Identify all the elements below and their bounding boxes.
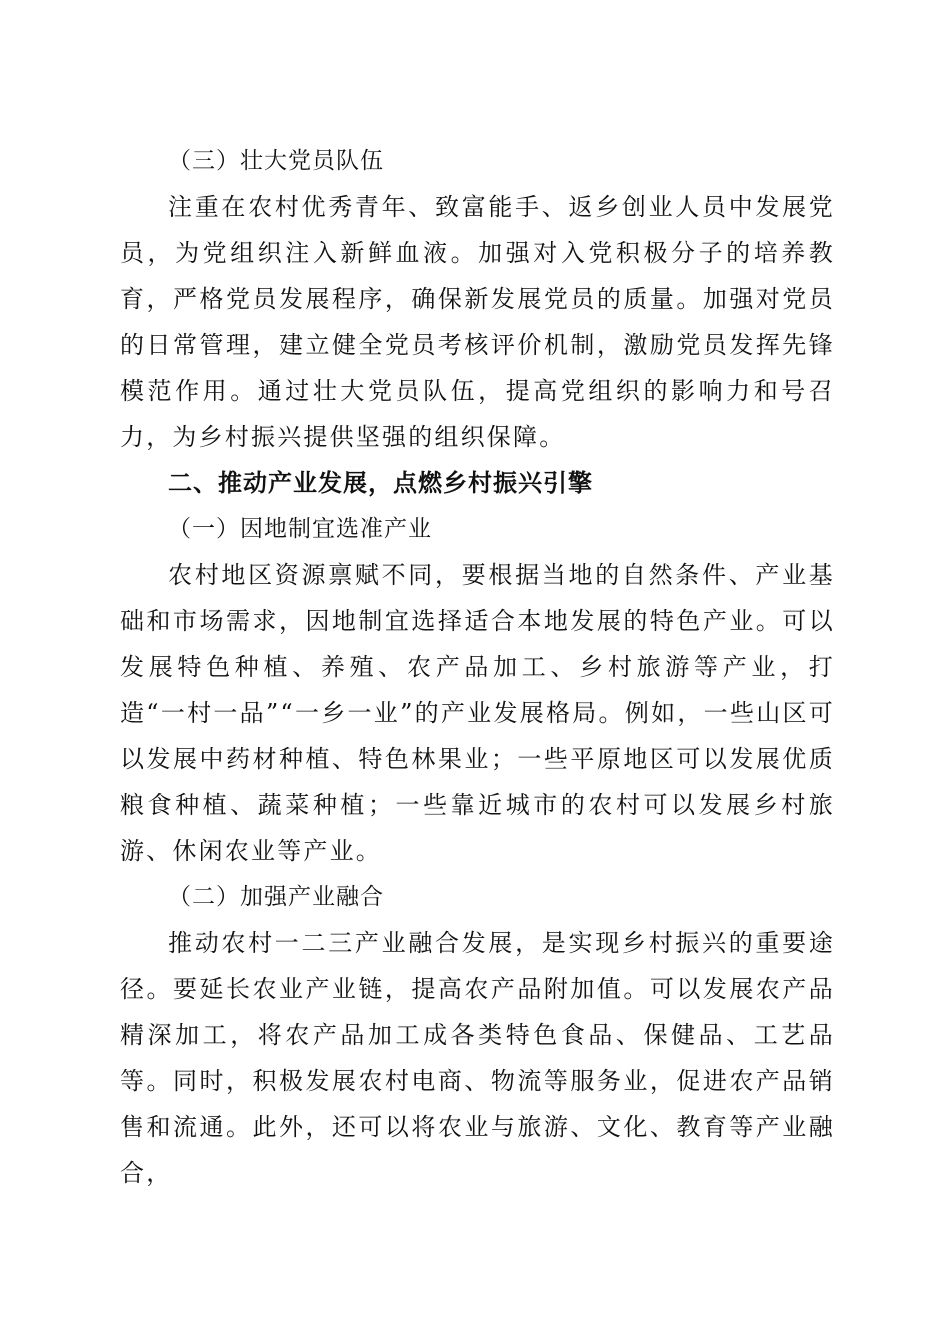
subsection-heading-2: （二）加强产业融合 xyxy=(168,884,384,910)
paragraph-industry-integration: 推动农村一二三产业融合发展，是实现乡村振兴的重要途径。要延长农业产业链，提高农产品附加值。可以发展农产品精深加工，将农产品加工成各类特色食品、保健品、工艺品等。同时，积极发展农村电商、物流等服务业，促进农产品销售和流通。此外，还可以将农业与旅游、文化、教育等产业融合， xyxy=(120,929,835,1187)
paragraph-party-members: 注重在农村优秀青年、致富能手、返乡创业人员中发展党员，为党组织注入新鲜血液。加强对入党积极分子的培养教育，严格党员发展程序，确保新发展党员的质量。加强对党员的日常管理，建立健全党员考核评价机制，激励党员发挥先锋模范作用。通过壮大党员队伍，提高党组织的影响力和号召力，为乡村振兴提供坚强的组织保障。 xyxy=(120,193,835,451)
subsection-heading-3: （三）壮大党员队伍 xyxy=(168,148,384,174)
paragraph-choose-industry: 农村地区资源禀赋不同，要根据当地的自然条件、产业基础和市场需求，因地制宜选择适合本地发展的特色产业。可以发展特色种植、养殖、农产品加工、乡村旅游等产业，打造“一村一品”“一乡一业”的产业发展格局。例如，一些山区可以发展中药材种植、特色林果业；一些平原地区可以发展优质粮食种植、蔬菜种植；一些靠近城市的农村可以发展乡村旅游、休闲农业等产业。 xyxy=(120,561,835,865)
subsection-heading-1: （一）因地制宜选准产业 xyxy=(168,516,432,542)
section-heading-2: 二、推动产业发展，点燃乡村振兴引擎 xyxy=(168,469,593,497)
document-body xyxy=(120,138,835,1196)
